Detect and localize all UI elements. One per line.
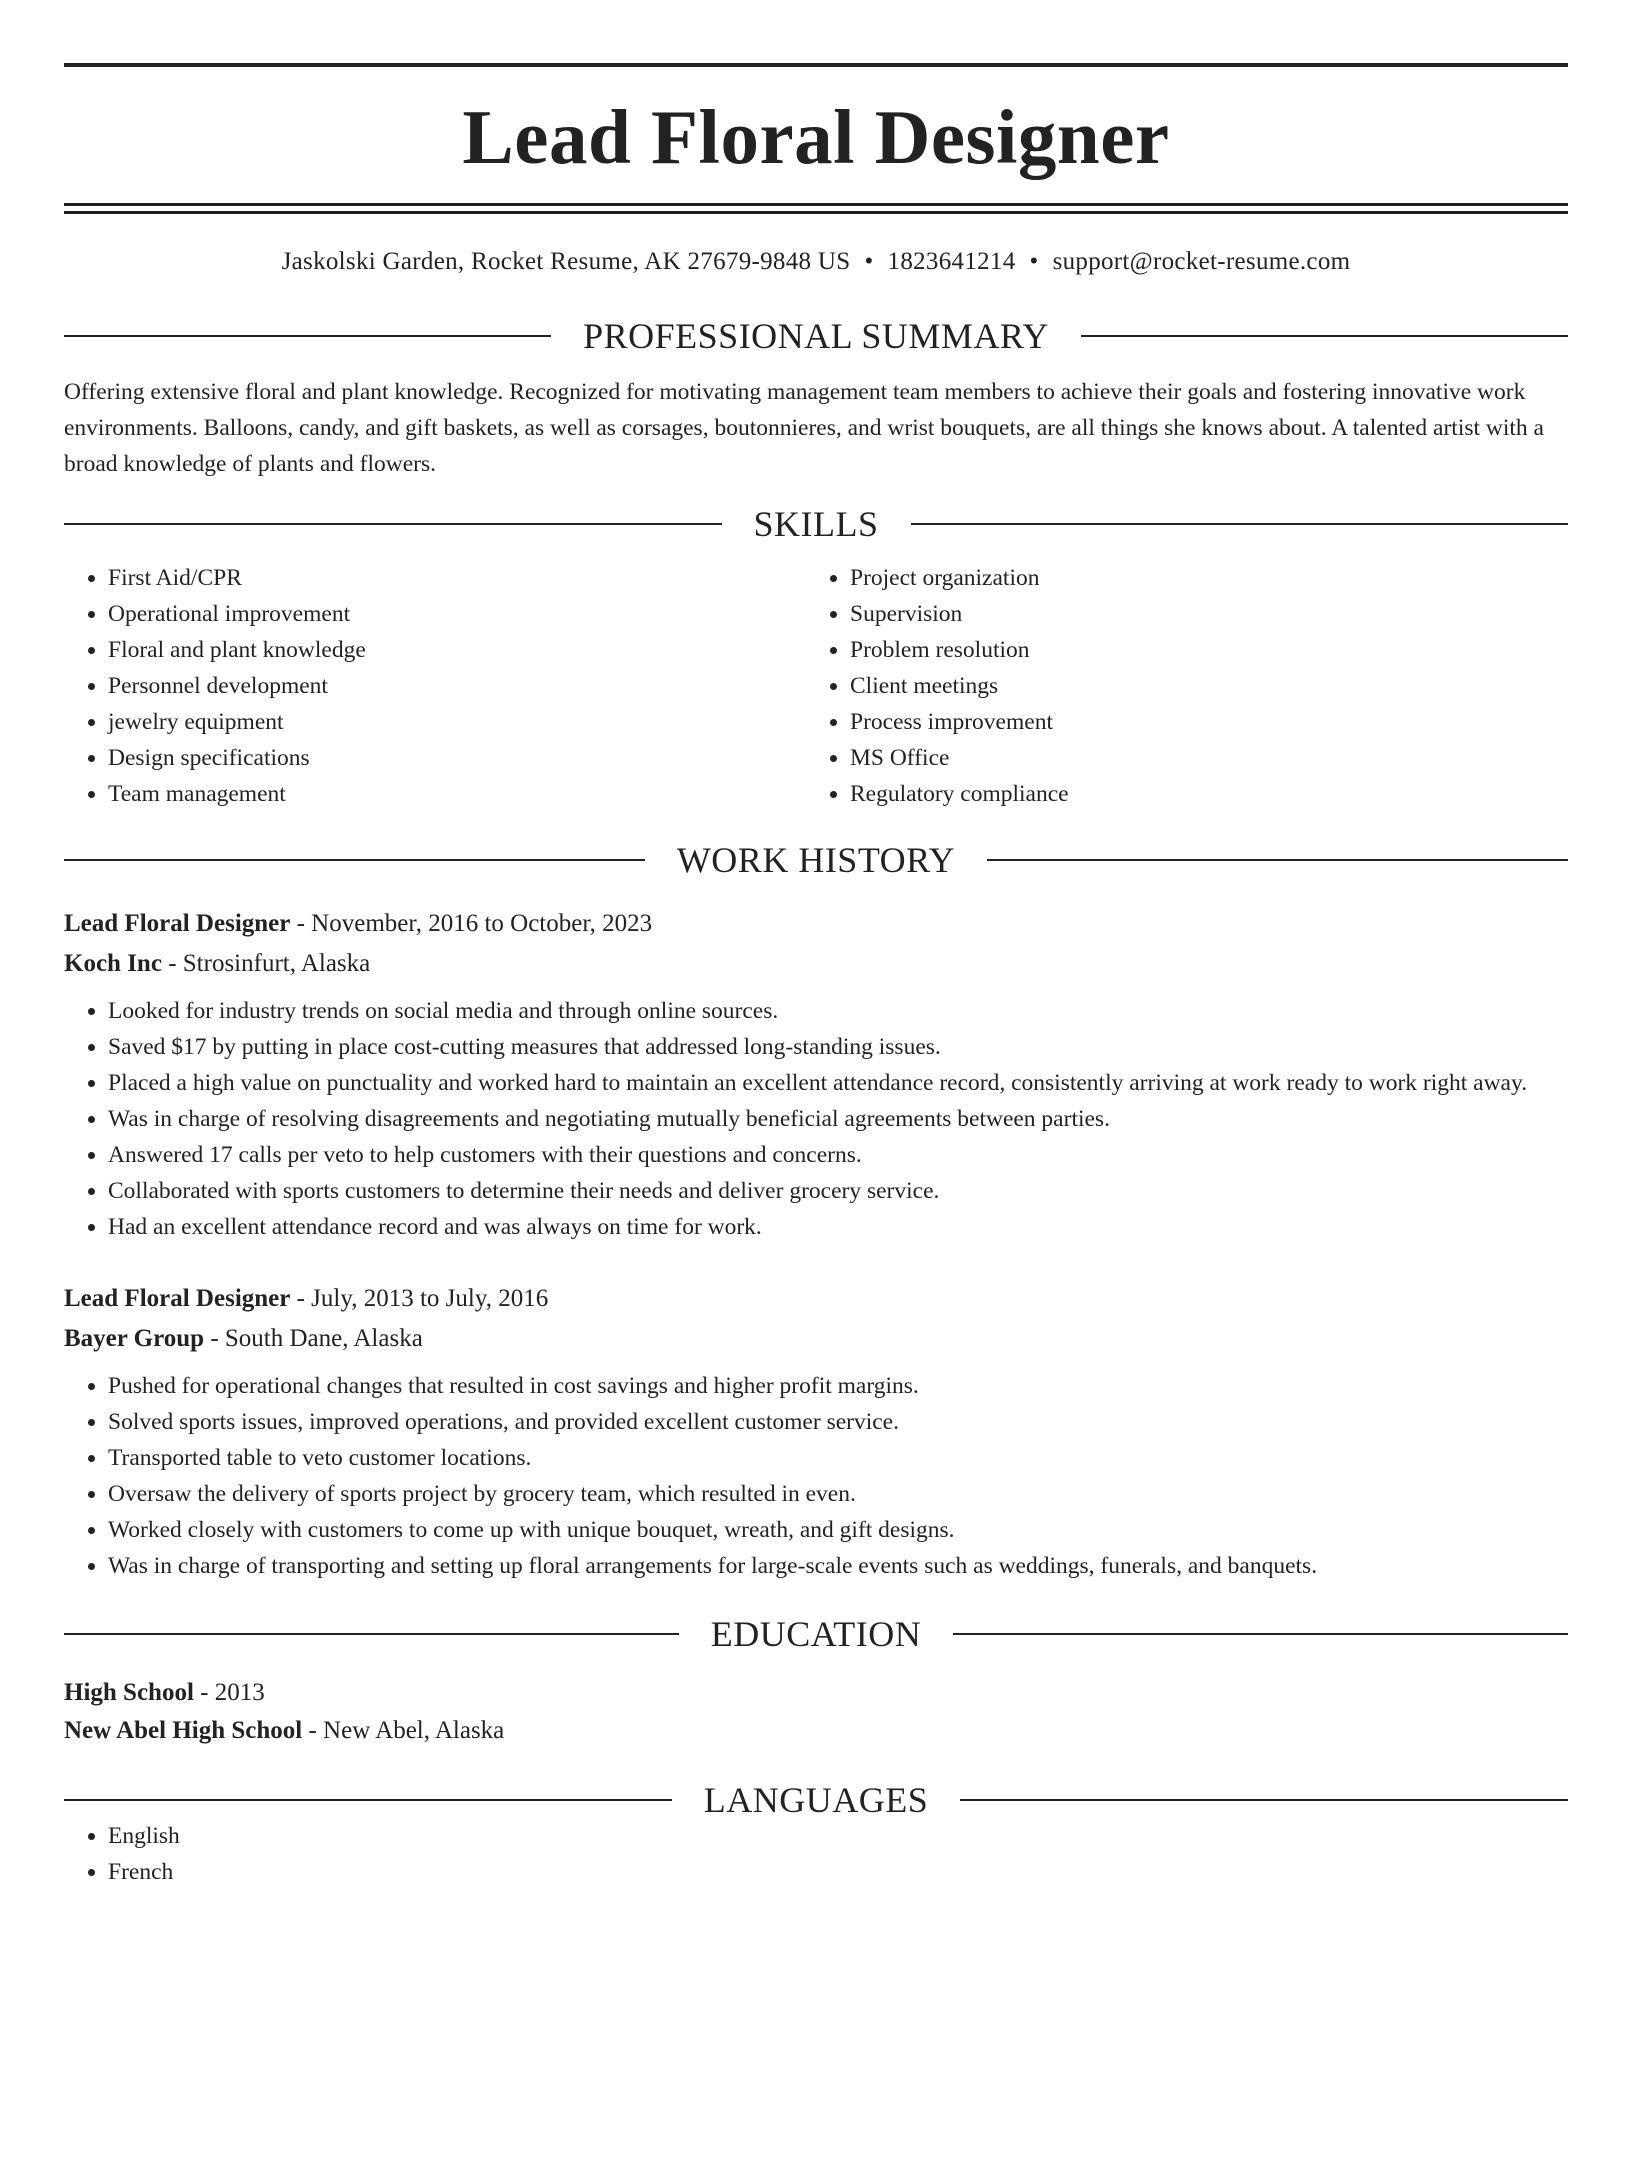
heading-rule xyxy=(960,1799,1568,1801)
contact-phone: 1823641214 xyxy=(887,248,1016,275)
skill-item: • Project organization xyxy=(850,560,1568,596)
languages-list xyxy=(64,1818,1568,1890)
heading-rule xyxy=(1081,335,1568,337)
education-degree-line xyxy=(64,1674,1568,1712)
skill-item: • Problem resolution xyxy=(850,632,1568,668)
summary-text: Offering extensive floral and plant knowledge. Recognized for motivating management team members to achieve their goals and fostering innovative work environments. Balloons, candy, and gift baskets, as well as corsages, boutonnieres, and wrist bouquets, are all things she knows about. A talented artist with a broad knowledge of plants and flowers. xyxy=(64,379,1544,477)
skill-item: • jewelry equipment xyxy=(108,704,806,740)
job-bullet: • Saved $17 by putting in place cost-cutting measures that addressed long-standing issues. xyxy=(108,1029,1568,1065)
contact-email: support@rocket-resume.com xyxy=(1052,248,1351,275)
job-bullets xyxy=(64,1368,1568,1584)
heading-rule xyxy=(64,1799,672,1801)
job-bullet: • Was in charge of resolving disagreements and negotiating mutually beneficial agreements between parties. xyxy=(108,1101,1568,1137)
skill-item: • First Aid/CPR xyxy=(108,560,806,596)
language-item: • French xyxy=(108,1854,1568,1890)
resume-page xyxy=(0,63,1632,2175)
job-company: Koch Inc xyxy=(64,949,162,977)
title-double-rule xyxy=(64,203,1568,214)
skill-item: • MS Office xyxy=(850,740,1568,776)
summary-heading: PROFESSIONAL SUMMARY xyxy=(583,316,1049,356)
languages-section-heading xyxy=(64,1779,1568,1820)
work-section-heading xyxy=(64,839,1568,880)
skill-item: • Operational improvement xyxy=(108,596,806,632)
job-entry xyxy=(64,1279,1568,1584)
job-dates: - November, 2016 to October, 2023 xyxy=(290,909,653,937)
job-title-line xyxy=(64,1279,1568,1319)
languages-heading: LANGUAGES xyxy=(703,1779,929,1820)
heading-rule xyxy=(64,859,645,861)
education-year: - 2013 xyxy=(193,1678,265,1706)
job-bullet: • Had an excellent attendance record and was always on time for work. xyxy=(108,1209,1568,1245)
skills-section-heading xyxy=(64,503,1568,544)
education-location: - New Abel, Alaska xyxy=(302,1716,505,1744)
skills-list-left xyxy=(64,560,806,812)
job-bullet: • Pushed for operational changes that resulted in cost savings and higher profit margins. xyxy=(108,1368,1568,1404)
heading-rule xyxy=(64,335,551,337)
heading-rule xyxy=(953,1633,1568,1635)
heading-rule xyxy=(911,523,1569,525)
job-bullet: • Looked for industry trends on social media and through online sources. xyxy=(108,993,1568,1029)
skills-column-left xyxy=(64,560,806,812)
job-title-line xyxy=(64,904,1568,944)
contact-line xyxy=(64,247,1568,277)
education-school: New Abel High School xyxy=(64,1716,303,1744)
job-bullet: • Worked closely with customers to come up with unique bouquet, wreath, and gift designs. xyxy=(108,1512,1568,1548)
job-title: Lead Floral Designer xyxy=(64,909,291,937)
skill-item: • Design specifications xyxy=(108,740,806,776)
education-entry xyxy=(64,1674,1568,1750)
heading-rule xyxy=(64,1633,679,1635)
contact-address: Jaskolski Garden, Rocket Resume, AK 27679-9848 US xyxy=(281,248,851,275)
job-bullet: • Oversaw the delivery of sports project by grocery team, which resulted in even. xyxy=(108,1476,1568,1512)
job-company-line xyxy=(64,944,1568,984)
top-rule xyxy=(64,63,1568,67)
job-bullet: • Answered 17 calls per veto to help customers with their questions and concerns. xyxy=(108,1137,1568,1173)
skills-column-right xyxy=(806,560,1568,812)
education-section-heading xyxy=(64,1613,1568,1654)
job-bullet: • Collaborated with sports customers to determine their needs and deliver grocery service. xyxy=(108,1173,1568,1209)
education-school-line xyxy=(64,1712,1568,1750)
language-item: • English xyxy=(108,1818,1568,1854)
skills-grid xyxy=(64,560,1568,812)
job-title: Lead Floral Designer xyxy=(64,1284,291,1312)
job-company: Bayer Group xyxy=(64,1324,205,1352)
contact-separator: • xyxy=(1029,248,1039,275)
skill-item: • Team management xyxy=(108,776,806,812)
job-entry xyxy=(64,904,1568,1245)
skill-item: • Client meetings xyxy=(850,668,1568,704)
skill-item: • Process improvement xyxy=(850,704,1568,740)
heading-rule xyxy=(64,523,722,525)
skill-item: • Regulatory compliance xyxy=(850,776,1568,812)
job-bullets xyxy=(64,993,1568,1245)
job-location: - Strosinfurt, Alaska xyxy=(161,949,371,977)
job-bullet: • Solved sports issues, improved operations, and provided excellent customer service. xyxy=(108,1404,1568,1440)
heading-rule xyxy=(987,859,1568,861)
resume-title: Lead Floral Designer xyxy=(462,94,1170,180)
skills-list-right xyxy=(806,560,1568,812)
education-heading: EDUCATION xyxy=(710,1613,922,1654)
job-bullet: • Transported table to veto customer locations. xyxy=(108,1440,1568,1476)
summary-section-heading xyxy=(64,318,1568,354)
job-dates: - July, 2013 to July, 2016 xyxy=(290,1284,549,1312)
job-company-line xyxy=(64,1319,1568,1359)
skills-heading: SKILLS xyxy=(753,503,879,544)
job-bullet: • Placed a high value on punctuality and worked hard to maintain an excellent attendance record, consistently arriving at work ready to work right away. xyxy=(108,1065,1568,1101)
job-location: - South Dane, Alaska xyxy=(204,1324,423,1352)
skill-item: • Floral and plant knowledge xyxy=(108,632,806,668)
contact-separator: • xyxy=(864,248,874,275)
skill-item: • Supervision xyxy=(850,596,1568,632)
job-bullet: • Was in charge of transporting and setting up floral arrangements for large-scale events such as weddings, funerals, and banquets. xyxy=(108,1548,1568,1584)
education-degree: High School xyxy=(64,1678,194,1706)
work-heading: WORK HISTORY xyxy=(676,839,956,880)
skill-item: • Personnel development xyxy=(108,668,806,704)
